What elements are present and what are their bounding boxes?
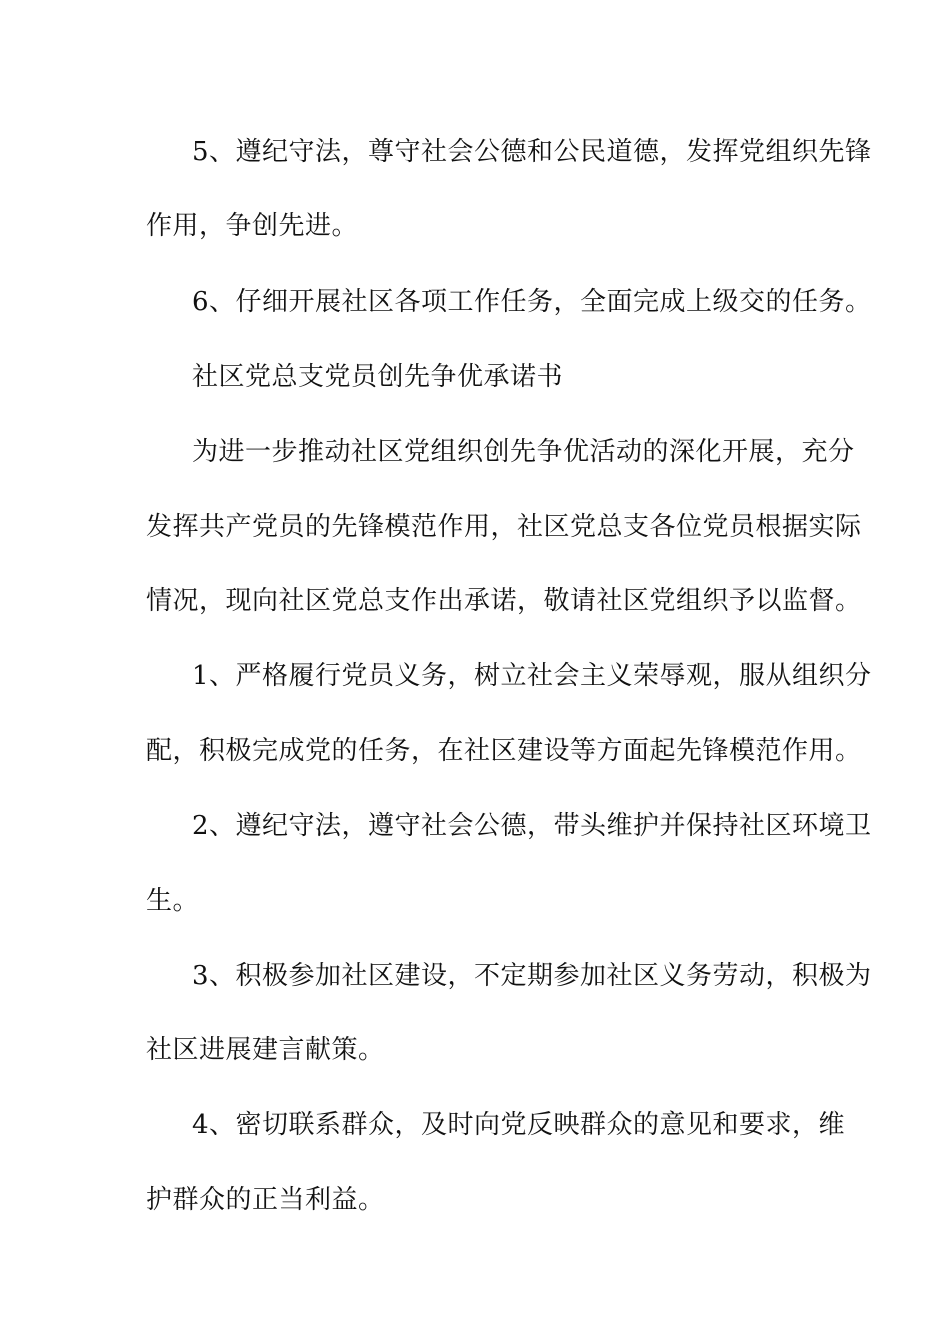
paragraph-line: 生。 <box>146 886 200 916</box>
paragraph-line: 1、严格履行党员义务，树立社会主义荣辱观，服从组织分 <box>192 661 872 691</box>
paragraph-line: 作用，争创先进。 <box>146 211 359 241</box>
paragraph-line: 社区进展建言献策。 <box>146 1035 385 1065</box>
paragraph-line: 配，积极完成党的任务，在社区建设等方面起先锋模范作用。 <box>146 736 862 766</box>
paragraph-line: 3、积极参加社区建设，不定期参加社区义务劳动，积极为 <box>192 961 872 991</box>
paragraph-line: 为进一步推动社区党组织创先争优活动的深化开展，充分 <box>192 437 855 467</box>
paragraph-line: 4、密切联系群众，及时向党反映群众的意见和要求，维 <box>192 1110 846 1140</box>
paragraph-line: 护群众的正当利益。 <box>146 1185 385 1215</box>
paragraph-line: 6、仔细开展社区各项工作任务，全面完成上级交的任务。 <box>192 287 872 317</box>
paragraph-line: 2、遵纪守法，遵守社会公德，带头维护并保持社区环境卫 <box>192 811 872 841</box>
paragraph-line: 情况，现向社区党总支作出承诺，敬请社区党组织予以监督。 <box>146 586 862 616</box>
paragraph-line: 5、遵纪守法，尊守社会公德和公民道德，发挥党组织先锋 <box>192 137 872 167</box>
section-title: 社区党总支党员创先争优承诺书 <box>192 362 564 392</box>
paragraph-line: 发挥共产党员的先锋模范作用，社区党总支各位党员根据实际 <box>146 512 862 542</box>
